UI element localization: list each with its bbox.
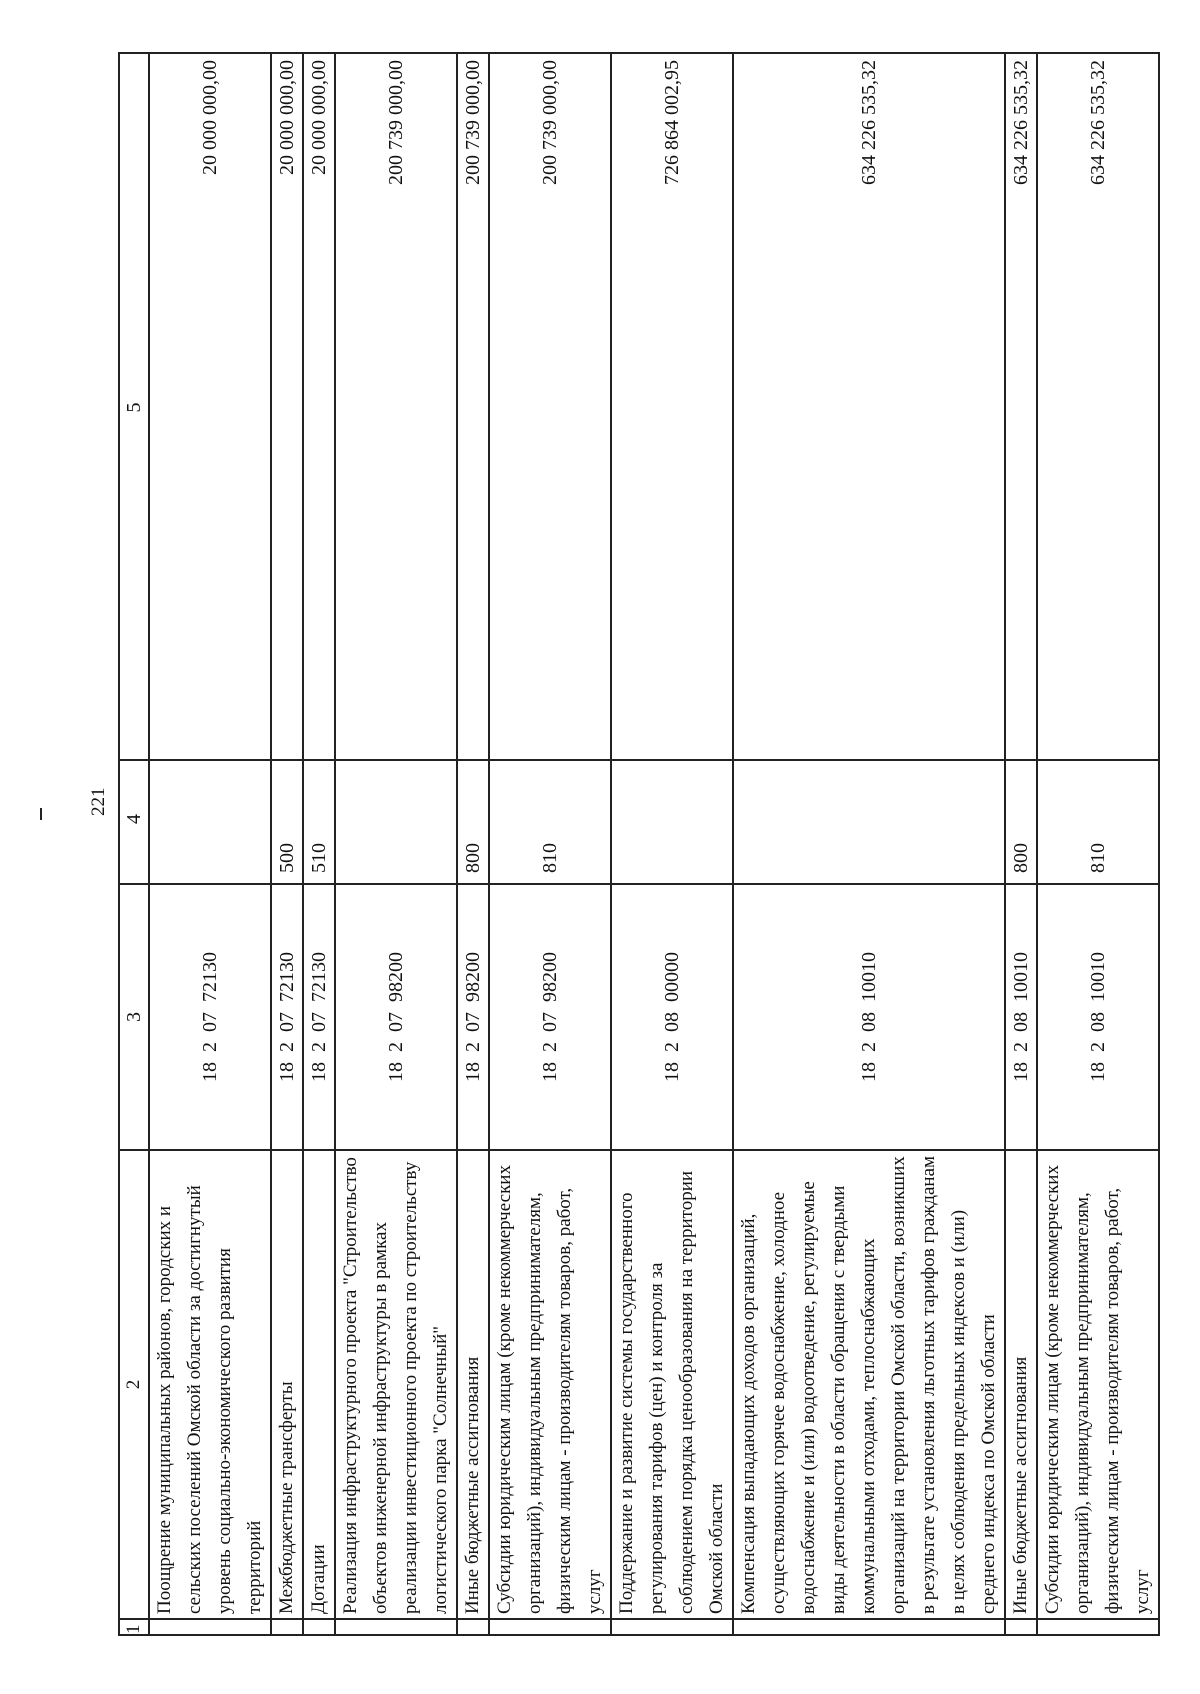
table-row	[271, 53, 303, 1635]
type-cell: 800	[457, 760, 489, 884]
amount-cell: 200 739 000,00	[457, 53, 489, 760]
description-cell: Иные бюджетные ассигнования	[1005, 1150, 1037, 1619]
description-cell: Поддержание и развитие системы государственного регулирования тарифов (цен) и контроля за соблюдением порядка ценообразования на территории Омской области	[611, 1150, 733, 1619]
description-cell: Иные бюджетные ассигнования	[457, 1150, 489, 1619]
budget-table-rotated	[118, 52, 1153, 1636]
description-cell: Поощрение муниципальных районов, городских и сельских поселений Омской области за достигнутый уровень социально-экономического развития территорий	[149, 1150, 271, 1619]
amount-cell: 634 226 535,32	[1037, 53, 1159, 760]
description-cell: Дотации	[303, 1150, 335, 1619]
row-index-cell	[611, 1619, 733, 1635]
code-cell: 18 2 07 98200	[335, 884, 457, 1150]
row-index-cell	[1005, 1619, 1037, 1635]
table-row	[733, 53, 1005, 1635]
header-col-4: 4	[119, 760, 149, 884]
row-index-cell	[1037, 1619, 1159, 1635]
type-cell	[611, 760, 733, 884]
type-cell: 810	[489, 760, 611, 884]
row-index-cell	[457, 1619, 489, 1635]
type-cell: 800	[1005, 760, 1037, 884]
code-cell: 18 2 07 72130	[271, 884, 303, 1150]
table-row	[611, 53, 733, 1635]
code-cell: 18 2 08 10010	[1037, 884, 1159, 1150]
row-index-cell	[149, 1619, 271, 1635]
type-cell	[733, 760, 1005, 884]
header-col-1: 1	[119, 1619, 149, 1635]
code-cell: 18 2 08 10010	[1005, 884, 1037, 1150]
table-row	[149, 53, 271, 1635]
header-col-3: 3	[119, 884, 149, 1150]
amount-cell: 200 739 000,00	[489, 53, 611, 760]
type-cell: 500	[271, 760, 303, 884]
row-index-cell	[303, 1619, 335, 1635]
row-index-cell	[271, 1619, 303, 1635]
page-number: 221	[88, 787, 109, 816]
amount-cell: 20 000 000,00	[303, 53, 335, 760]
table-row	[303, 53, 335, 1635]
description-cell: Компенсация выпадающих доходов организаций, осуществляющих горячее водоснабжение, холодное водоснабжение и (или) водоотведение, регулируемые виды деятельности в области обращения с твердыми коммунальными отходами, теплоснабжающих организаций на территории Омской области, возникших в результате установления льготных тарифов гражданам в целях соблюдения предельных индексов и (или) среднего индекса по Омской области	[733, 1150, 1005, 1619]
description-cell: Реализация инфраструктурного проекта "Строительство объектов инженерной инфраструктуры в рамках реализации инвестиционного проекта по строительству логистического парка "Солнечный"	[335, 1150, 457, 1619]
row-index-cell	[335, 1619, 457, 1635]
code-cell: 18 2 07 98200	[457, 884, 489, 1150]
margin-dash	[40, 808, 42, 820]
description-cell: Субсидии юридическим лицам (кроме некоммерческих организаций), индивидуальным предпринимателям, физическим лицам - производителям товаров, работ, услуг	[489, 1150, 611, 1619]
budget-table	[118, 52, 1160, 1636]
row-index-cell	[489, 1619, 611, 1635]
code-cell: 18 2 08 00000	[611, 884, 733, 1150]
code-cell: 18 2 07 72130	[149, 884, 271, 1150]
table-row	[489, 53, 611, 1635]
code-cell: 18 2 08 10010	[733, 884, 1005, 1150]
amount-cell: 634 226 535,32	[1005, 53, 1037, 760]
description-cell: Субсидии юридическим лицам (кроме некоммерческих организаций), индивидуальным предпринимателям, физическим лицам - производителям товаров, работ, услуг	[1037, 1150, 1159, 1619]
header-col-5: 5	[119, 53, 149, 760]
type-cell	[335, 760, 457, 884]
amount-cell: 20 000 000,00	[149, 53, 271, 760]
table-row	[335, 53, 457, 1635]
table-row	[1037, 53, 1159, 1635]
row-index-cell	[733, 1619, 1005, 1635]
table-row	[1005, 53, 1037, 1635]
amount-cell: 634 226 535,32	[733, 53, 1005, 760]
amount-cell: 20 000 000,00	[271, 53, 303, 760]
type-cell: 510	[303, 760, 335, 884]
code-cell: 18 2 07 72130	[303, 884, 335, 1150]
type-cell	[149, 760, 271, 884]
type-cell: 810	[1037, 760, 1159, 884]
header-col-2: 2	[119, 1150, 149, 1619]
amount-cell: 726 864 002,95	[611, 53, 733, 760]
table-row	[457, 53, 489, 1635]
amount-cell: 200 739 000,00	[335, 53, 457, 760]
code-cell: 18 2 07 98200	[489, 884, 611, 1150]
header-row	[119, 53, 149, 1635]
description-cell: Межбюджетные трансферты	[271, 1150, 303, 1619]
